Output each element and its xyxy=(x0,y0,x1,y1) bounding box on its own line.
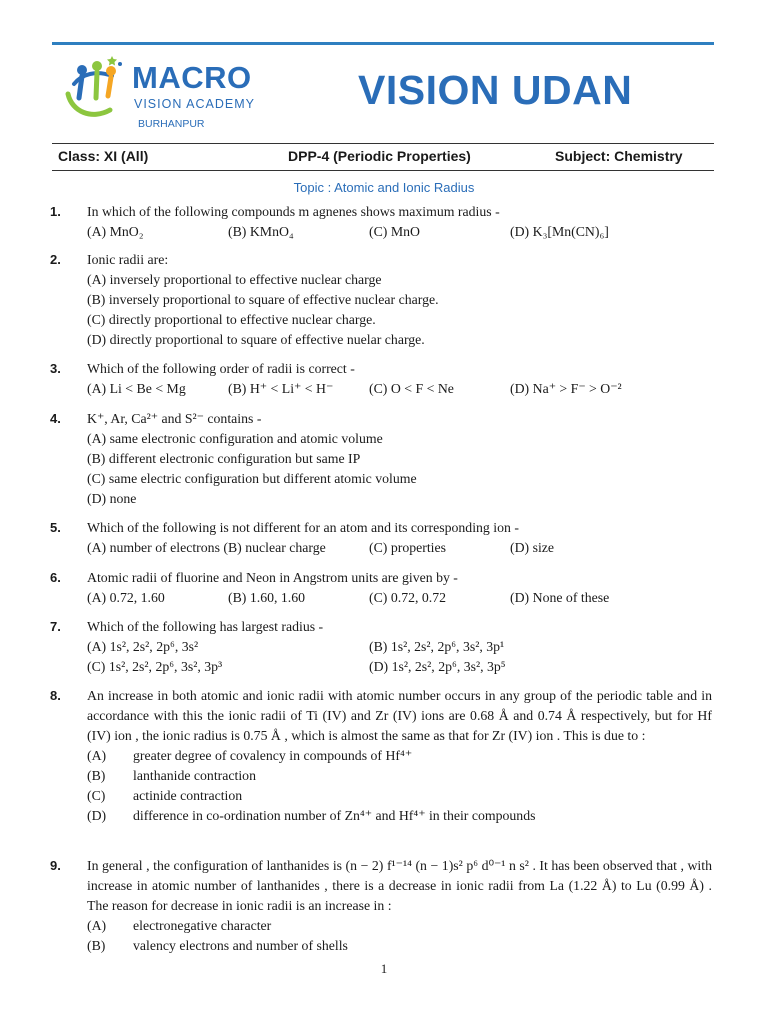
option-row xyxy=(87,379,722,399)
question-text: Which of the following has largest radius - xyxy=(87,619,324,634)
question-text: K⁺, Ar, Ca²⁺ and S²⁻ contains - xyxy=(87,411,262,426)
option-b: (B) H⁺ < Li⁺ < H⁻ xyxy=(228,381,334,396)
logo-city: BURHANPUR xyxy=(138,118,205,130)
subject-label: Subject: Chemistry xyxy=(555,148,683,164)
option-a: (A) inversely proportional to effective nuclear charge xyxy=(87,272,382,287)
question-number: 7. xyxy=(50,619,61,634)
option-a: (A) 0.72, 1.60 xyxy=(87,590,165,605)
people-logo-icon xyxy=(62,54,124,122)
question-3 xyxy=(50,359,722,399)
option-a: (A) electronegative character xyxy=(87,918,272,933)
question-number: 6. xyxy=(50,570,61,585)
question-8 xyxy=(50,686,722,826)
question-5 xyxy=(50,518,722,558)
question-text: Atomic radii of fluorine and Neon in Angstrom units are given by - xyxy=(87,570,458,585)
option-d: (D) 1s², 2s², 2p⁶, 3s², 3p⁵ xyxy=(369,659,506,674)
option-c: (C) O < F < Ne xyxy=(369,381,454,396)
question-number: 5. xyxy=(50,520,61,535)
option-a: (A) 1s², 2s², 2p⁶, 3s² xyxy=(87,639,199,654)
academy-logo xyxy=(62,50,272,134)
question-number: 3. xyxy=(50,361,61,376)
option-ab: (A) number of electrons (B) nuclear charge xyxy=(87,540,326,555)
logo-title: MACRO xyxy=(132,60,252,95)
option-d: (D) K₃[Mn(CN)₆] xyxy=(510,224,609,239)
option-c: (C) MnO xyxy=(369,224,420,239)
class-label: Class: XI (All) xyxy=(58,148,149,164)
option-row xyxy=(87,588,722,608)
logo-subtitle: VISION ACADEMY xyxy=(134,97,255,111)
option-d: (D) size xyxy=(510,540,555,555)
option-d: (D) Na⁺ > F⁻ > O⁻² xyxy=(510,381,622,396)
question-number: 4. xyxy=(50,411,61,426)
question-number: 1. xyxy=(50,204,61,219)
topic-heading: Topic : Atomic and Ionic Radius xyxy=(293,180,475,195)
question-text: Which of the following is not different for an atom and its corresponding ion - xyxy=(87,520,519,535)
question-9 xyxy=(50,856,722,956)
option-b: (B) lanthanide contraction xyxy=(87,768,256,783)
option-b: (B) different electronic configuration but same IP xyxy=(87,451,361,466)
question-6 xyxy=(50,568,722,608)
option-a: (A) MnO₂ xyxy=(87,224,144,239)
option-row xyxy=(87,637,722,657)
question-text: Which of the following order of radii is correct - xyxy=(87,361,355,376)
option-c: (C) 1s², 2s², 2p⁶, 3s², 3p³ xyxy=(87,659,223,674)
option-d: (D) directly proportional to square of effective nuelar charge. xyxy=(87,332,425,347)
option-row xyxy=(87,222,722,242)
header-rule-bottom xyxy=(52,170,714,171)
question-text: In which of the following compounds m agnenes shows maximum radius - xyxy=(87,204,500,219)
question-number: 9. xyxy=(50,858,61,873)
option-a: (A) same electronic configuration and atomic volume xyxy=(87,431,383,446)
option-c: (C) 0.72, 0.72 xyxy=(369,590,447,605)
option-d: (D) difference in co-ordination number of Zn⁴⁺ and Hf⁴⁺ in their compounds xyxy=(87,808,536,823)
option-c: (C) properties xyxy=(369,540,447,555)
option-b: (B) valency electrons and number of shells xyxy=(87,938,348,953)
option-b: (B) inversely proportional to square of effective nuclear charge. xyxy=(87,292,439,307)
question-text: An increase in both atomic and ionic radii with atomic number occurs in any group of the periodic table and in accordance with this the ionic radii of Ti (IV) and Zr (IV) ions are 0.68 Å and 0.74 Å respectively, but for Hf (IV) ion , the ionic radius is 0.75 Å , which is almost the same as that for Zr (IV) ion . This is due to : xyxy=(87,688,712,743)
question-7 xyxy=(50,617,722,677)
option-d: (D) None of these xyxy=(510,590,610,605)
option-c: (C) actinide contraction xyxy=(87,788,243,803)
option-a: (A) greater degree of covalency in compounds of Hf⁴⁺ xyxy=(87,748,413,763)
question-4 xyxy=(50,409,722,509)
option-c: (C) same electric configuration but different atomic volume xyxy=(87,471,417,486)
question-2 xyxy=(50,250,722,350)
top-rule xyxy=(52,42,714,45)
page-number: 1 xyxy=(380,961,388,976)
option-row xyxy=(87,657,722,677)
sheet-label: DPP-4 (Periodic Properties) xyxy=(288,148,471,164)
option-b: (B) KMnO₄ xyxy=(228,224,294,239)
option-d: (D) none xyxy=(87,491,137,506)
option-b: (B) 1s², 2s², 2p⁶, 3s², 3p¹ xyxy=(369,639,505,654)
brand-title: VISION UDAN xyxy=(358,67,633,113)
option-row xyxy=(87,538,722,558)
question-text: Ionic radii are: xyxy=(87,252,169,267)
question-number: 2. xyxy=(50,252,61,267)
question-text: In general , the configuration of lanthanides is (n − 2) f¹⁻¹⁴ (n − 1)s² p⁶ d⁰⁻¹ n s² . It has been observed that , with increase in atomic number of lanthanides , there is a decrease in ionic radii from La (1.22 Å) to Lu (0.99 Å) . The reason for decrease in ionic radii is an increase in : xyxy=(87,858,712,913)
option-a: (A) Li < Be < Mg xyxy=(87,381,186,396)
header-rule-top xyxy=(52,143,714,144)
option-b: (B) 1.60, 1.60 xyxy=(228,590,306,605)
option-c: (C) directly proportional to effective nuclear charge. xyxy=(87,312,376,327)
question-number: 8. xyxy=(50,688,61,703)
question-1 xyxy=(50,202,722,242)
